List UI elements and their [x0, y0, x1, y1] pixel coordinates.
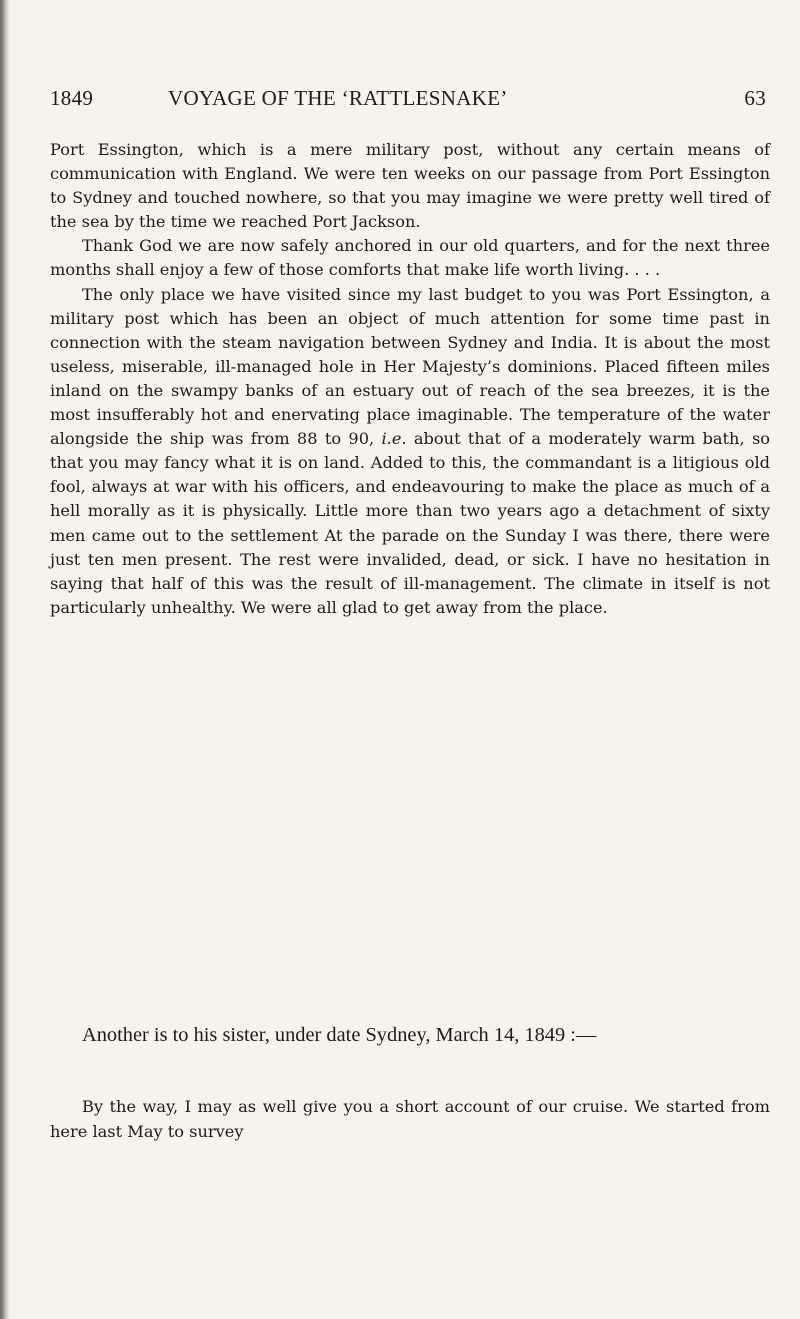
header-year: 1849	[50, 86, 94, 110]
paragraph-1: Port Essington, which is a mere military post, without any certain means of communication with England. We were ten weeks on our passage from Port Essington to Sydney and touched nowhere, so that you may imagine we were pretty well tired of the sea by the time we reached Port Jackson.	[50, 140, 770, 232]
running-header	[50, 86, 766, 116]
second-letter-opening: By the way, I may as well give you a short account of our cruise. We started from here last May to survey	[50, 1097, 770, 1141]
page-binding-shadow	[0, 0, 10, 1319]
page-number: 63	[744, 86, 766, 110]
paragraph-3: The only place we have visited since my last budget to you was Port Essington, a military post which has been an object of much attention for some time past in connection with the steam navigation between Sydney and India. It is about the most useless, miserable, ill-managed hole in Her Majesty’s dominions. Placed fifteen miles inland on the swampy banks of an estuary out of reach of the sea breezes, it is the most insufferably hot and enervating place imaginable. The temperature of the water alongside the ship was from 88 to 90, i.e. about that of a moderately warm bath, so that you may fancy what it is on land. Added to this, the commandant is a litigious old fool, always at war with his officers, and endeavouring to make the place as much of a hell morally as it is physically. Little more than two years ago a detachment of sixty men came out to the settlement At the parade on the Sunday I was there, there were just ten men present. The rest were invalided, dead, or sick. I have no hesitation in saying that half of this was the result of ill-management. The climate in itself is not particularly unhealthy. We were all glad to get away from the place.	[50, 284, 770, 617]
letter-introduction: Another is to his sister, under date Sydney, March 14, 1849 :—	[82, 1024, 597, 1046]
letter-body	[50, 138, 770, 620]
header-running-title: VOYAGE OF THE ‘RATTLESNAKE’	[168, 86, 508, 110]
paragraph-2: Thank God we are now safely anchored in our old quarters, and for the next three months shall enjoy a few of those comforts that make life worth living. . . .	[50, 236, 770, 280]
